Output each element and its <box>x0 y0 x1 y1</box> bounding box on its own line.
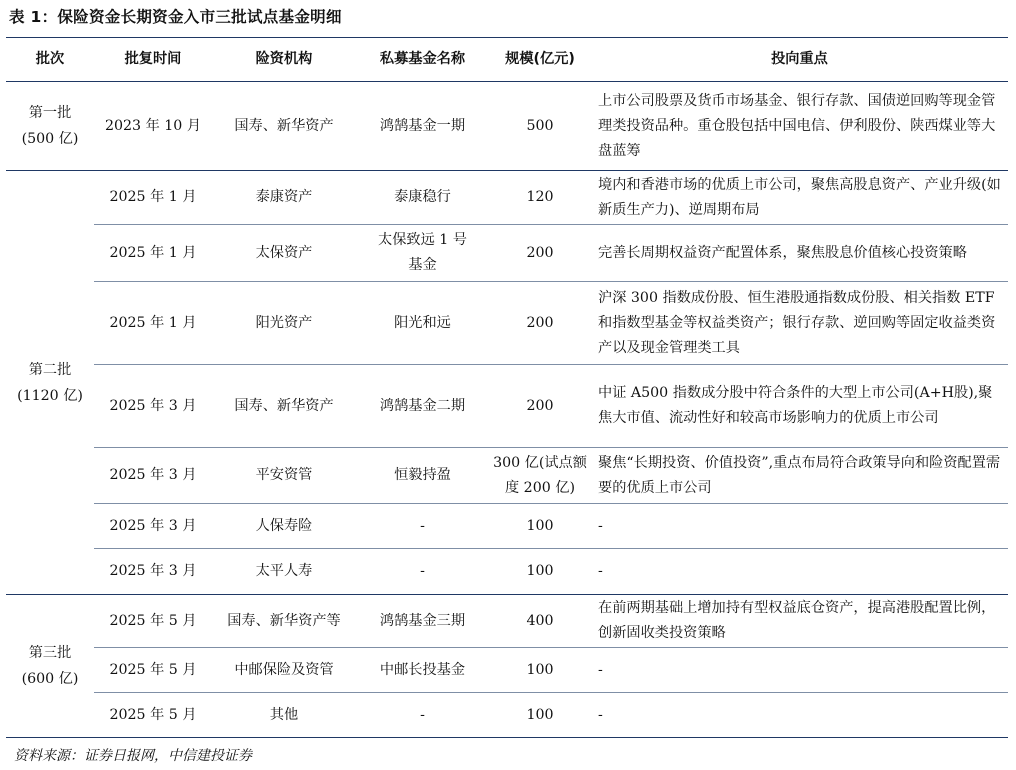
fund-cell: 鸿鹄基金二期 <box>356 365 489 448</box>
date-cell: 2025 年 1 月 <box>94 171 212 225</box>
table-row <box>6 595 1008 648</box>
institution-cell: 人保寿险 <box>212 504 356 549</box>
fund-cell: - <box>356 693 489 738</box>
scale-cell: 200 <box>489 365 591 448</box>
fund-cell: 太保致远 1 号基金 <box>356 225 489 282</box>
date-cell: 2025 年 3 月 <box>94 549 212 595</box>
header-date: 批复时间 <box>94 38 212 82</box>
batch-name: 第二批 <box>28 361 72 378</box>
fund-cell: - <box>356 549 489 595</box>
batch-cell <box>6 82 94 171</box>
institution-cell: 太保资产 <box>212 225 356 282</box>
scale-cell: 120 <box>489 171 591 225</box>
table-row <box>6 693 1008 738</box>
date-cell: 2025 年 1 月 <box>94 282 212 365</box>
batch-name: 第一批 <box>28 105 72 121</box>
header-row <box>6 38 1008 82</box>
institution-cell: 国寿、新华资产 <box>212 82 356 171</box>
scale-cell: 300 亿(试点额度 200 亿) <box>489 448 591 504</box>
fund-cell: 泰康稳行 <box>356 171 489 225</box>
date-cell: 2025 年 5 月 <box>94 648 212 693</box>
source-note: 资料来源：证券日报网，中信建投证券 <box>14 748 252 764</box>
focus-cell: 聚焦“长期投资、价值投资”,重点布局符合政策导向和险资配置需要的优质上市公司 <box>591 448 1008 504</box>
batch-cell <box>6 171 94 595</box>
batch-name: 第三批 <box>28 645 72 661</box>
table-title: 表 1：保险资金长期资金入市三批试点基金明细 <box>9 8 342 26</box>
table-row <box>6 225 1008 282</box>
scale-cell: 100 <box>489 549 591 595</box>
scale-cell: 100 <box>489 693 591 738</box>
table-row <box>6 171 1008 225</box>
date-cell: 2025 年 3 月 <box>94 448 212 504</box>
focus-cell: - <box>591 504 1008 549</box>
scale-cell: 200 <box>489 282 591 365</box>
fund-cell: - <box>356 504 489 549</box>
institution-cell: 国寿、新华资产等 <box>212 595 356 648</box>
institution-cell: 中邮保险及资管 <box>212 648 356 693</box>
fund-cell: 鸿鹄基金三期 <box>356 595 489 648</box>
batch-cell <box>6 595 94 738</box>
focus-cell: - <box>591 549 1008 595</box>
date-cell: 2025 年 1 月 <box>94 225 212 282</box>
focus-cell: - <box>591 648 1008 693</box>
focus-cell: 完善长周期权益资产配置体系，聚焦股息价值核心投资策略 <box>591 225 1008 282</box>
focus-cell: 上市公司股票及货币市场基金、银行存款、国债逆回购等现金管理类投资品种。重仓股包括中国电信、伊利股份、陕西煤业等大盘蓝筹 <box>591 82 1008 171</box>
institution-cell: 泰康资产 <box>212 171 356 225</box>
batch-amount: (1120 亿) <box>17 387 83 404</box>
batch-amount: (500 亿) <box>21 131 79 147</box>
date-cell: 2025 年 5 月 <box>94 595 212 648</box>
focus-cell: 境内和香港市场的优质上市公司，聚焦高股息资产、产业升级(如新质生产力)、逆周期布局 <box>591 171 1008 225</box>
table-row <box>6 82 1008 171</box>
table-row <box>6 365 1008 448</box>
date-cell: 2025 年 3 月 <box>94 365 212 448</box>
header-fund: 私募基金名称 <box>356 38 489 82</box>
institution-cell: 太平人寿 <box>212 549 356 595</box>
institution-cell: 平安资管 <box>212 448 356 504</box>
scale-cell: 400 <box>489 595 591 648</box>
header-institution: 险资机构 <box>212 38 356 82</box>
fund-cell: 阳光和远 <box>356 282 489 365</box>
scale-cell: 500 <box>489 82 591 171</box>
table-row <box>6 282 1008 365</box>
focus-cell: 在前两期基础上增加持有型权益底仓资产，提高港股配置比例，创新固收类投资策略 <box>591 595 1008 648</box>
institution-cell: 阳光资产 <box>212 282 356 365</box>
date-cell: 2023 年 10 月 <box>94 82 212 171</box>
focus-cell: - <box>591 693 1008 738</box>
fund-cell: 中邮长投基金 <box>356 648 489 693</box>
table-row <box>6 549 1008 595</box>
focus-cell: 中证 A500 指数成分股中符合条件的大型上市公司(A+H股),聚焦大市值、流动性好和较高市场影响力的优质上市公司 <box>591 365 1008 448</box>
scale-cell: 200 <box>489 225 591 282</box>
date-cell: 2025 年 3 月 <box>94 504 212 549</box>
fund-cell: 鸿鹄基金一期 <box>356 82 489 171</box>
focus-cell: 沪深 300 指数成份股、恒生港股通指数成份股、相关指数 ETF 和指数型基金等权益类资产；银行存款、逆回购等固定收益类资产以及现金管理类工具 <box>591 282 1008 365</box>
table-row <box>6 504 1008 549</box>
table-row <box>6 648 1008 693</box>
scale-cell: 100 <box>489 504 591 549</box>
header-focus: 投向重点 <box>591 38 1008 82</box>
pilot-fund-table <box>6 37 1008 738</box>
header-scale: 规模(亿元) <box>489 38 591 82</box>
scale-cell: 100 <box>489 648 591 693</box>
institution-cell: 其他 <box>212 693 356 738</box>
batch-amount: (600 亿) <box>21 671 79 687</box>
header-batch: 批次 <box>6 38 94 82</box>
date-cell: 2025 年 5 月 <box>94 693 212 738</box>
fund-cell: 恒毅持盈 <box>356 448 489 504</box>
institution-cell: 国寿、新华资产 <box>212 365 356 448</box>
table-row <box>6 448 1008 504</box>
